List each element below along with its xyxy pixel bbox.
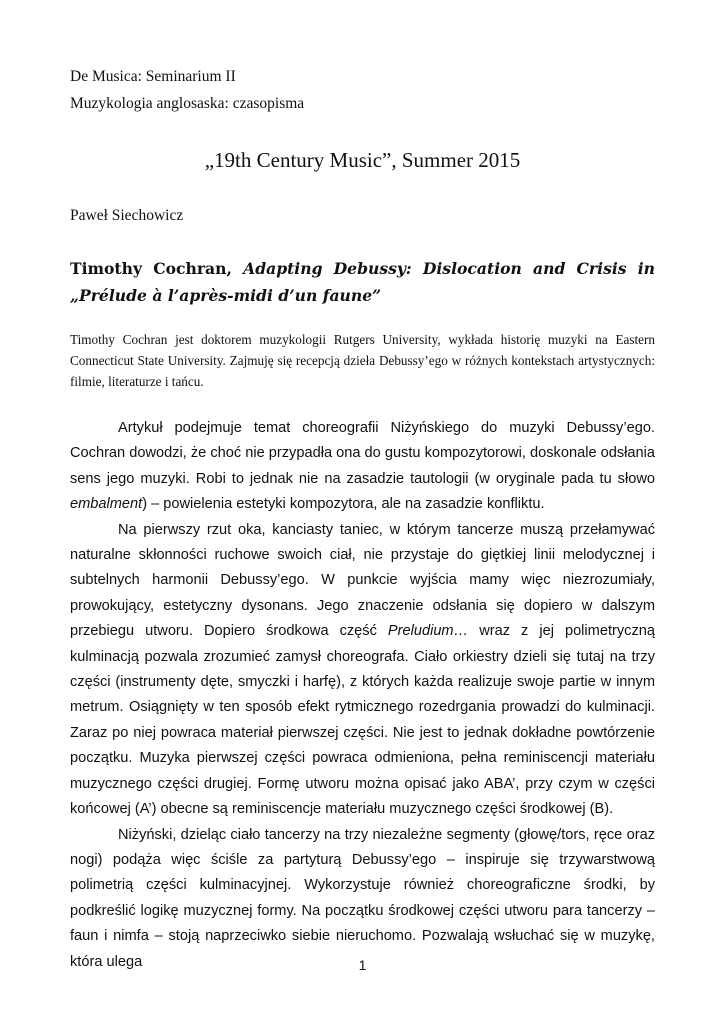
paragraph-1-emphasis: embalment <box>70 496 143 513</box>
page-title: „19th Century Music”, Summer 2015 <box>204 148 521 172</box>
author-bio: Timothy Cochran jest doktorem muzykologii Rutgers University, wykłada historię muzyki na Eastern Connecticut State University. Zajmuję się recepcją dzieła Debussy’ego w różnych kontekstach artystycznych: filmie, literaturze i tańcu. <box>70 332 655 389</box>
paragraph-2-text-a: Na pierwszy rzut oka, kanciasty taniec, w którym tancerze muszą przełamywać naturalne skłonności ruchowe swoich ciał, nie przystaje do giętkiej linii melodycznej i subtelnych harmonii Debussy’ego. W punkcie wyjścia mamy więc niezrozumiały, prowokujący, estetyczny dysonans. Jego znaczenie odsłania się dopiero w dalszym przebiegu utworu. Dopiero środkowa część <box>70 521 655 640</box>
paragraph-2 <box>70 518 655 823</box>
body-text <box>70 416 655 975</box>
article-heading <box>70 255 655 309</box>
paragraph-3: Niżyński, dzieląc ciało tancerzy na trzy niezależne segmenty (głowę/tors, ręce oraz nogi) podąża więc ściśle za partyturą Debussy’ego – inspiruje się trzywarstwową polimetrią części kulminacyjnej. Wykorzystuje również choreograficzne środki, by podkreślić logikę muzycznej formy. Na początku środkowej części utworu para tancerzy – faun i nimfa – stoją naprzeciwko siebie nieruchomo. Pozwalają wsłuchać się w muzykę, która ulega <box>70 826 655 970</box>
paragraph-2-emphasis: Preludium… <box>387 623 469 640</box>
course-subtitle: Muzykologia anglosaska: czasopisma <box>70 95 305 112</box>
course-title: De Musica: Seminarium II <box>70 68 236 85</box>
paragraph-1-text-b: ) – powielenia estetyki kompozytora, ale na zasadzie konfliktu. <box>142 496 545 513</box>
article-author: Timothy Cochran, <box>70 259 232 278</box>
paragraph-1-text-a: Artykuł podejmuje temat choreografii Niżyńskiego do muzyki Debussy’ego. Cochran dowodzi, że choć nie przypadła ona do gustu kompozytorowi, doskonale odsłania sens jego muzyki. Robi to jednak nie na zasadzie tautologii (w oryginale pada tu słowo <box>70 420 655 487</box>
article-title: Adapting Debussy: Dislocation and Crisis in „Prélude à l’après-midi d’un faune” <box>70 259 655 305</box>
paragraph-1 <box>70 416 655 518</box>
author-name: Paweł Siechowicz <box>70 207 184 224</box>
page-number: 1 <box>358 957 367 973</box>
paragraph-2-text-b: wraz z jej polimetryczną kulminacją pozwala zrozumieć zamysł choreografa. Ciało orkiestry dzieli się tutaj na trzy części (instrumenty dęte, smyczki i harfę), z których każda realizuje swoje partie w innym metrum. Osiągnięty w ten sposób efekt rytmicznego rozedrgania prowadzi do kulminacji. Zaraz po niej powraca materiał pierwszej części. Nie jest to jednak dokładne powtórzenie początku. Muzyka pierwszej części powraca odmieniona, pełna reminiscencji materiału muzycznego części drugiej. Formę utworu można opisać jako ABA’, przy czym w części końcowej (A’) obecne są reminiscencje materiału muzycznego części środkowej (B). <box>70 623 655 818</box>
